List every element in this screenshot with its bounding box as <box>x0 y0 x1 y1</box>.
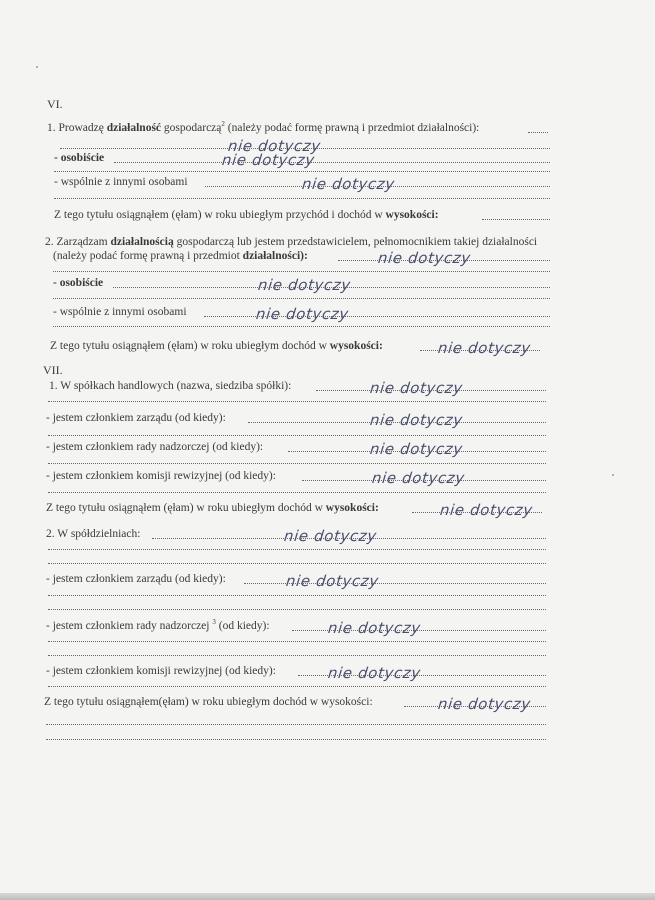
dotted-fill <box>54 198 550 199</box>
dotted-fill <box>48 641 546 642</box>
dotted-fill <box>48 595 546 596</box>
vii-zarzad-label: - jestem członkiem zarządu (od kiedy): <box>46 411 226 424</box>
vii-zarzad-answer: nie dotyczy <box>369 411 464 429</box>
dotted-fill <box>48 463 546 464</box>
dotted-fill <box>114 162 550 163</box>
vii-rada2-label: - jestem członkiem rady nadzorczej $^3$ (od kiedy): <box>46 617 270 632</box>
vii-rada2-answer: nie dotyczy <box>327 619 422 637</box>
section-vi-heading: VI. <box>47 97 63 111</box>
dotted-fill <box>53 298 550 299</box>
vi-wspolnie2-label: - wspólnie z innymi osobami <box>53 305 187 318</box>
dotted-fill <box>48 401 546 402</box>
vi-osobiscie-label: - osobiście <box>54 151 105 164</box>
dotted-fill <box>46 739 546 740</box>
scan-speck <box>36 66 38 68</box>
vii-income2-label: Z tego tytułu osiągnąłem(ęłam) w roku ubiegłym dochód w wysokości: <box>44 695 373 708</box>
vi-osobiscie2-label: - osobiście <box>53 276 104 289</box>
dotted-fill <box>48 655 546 656</box>
dotted-fill <box>48 435 546 436</box>
dotted-fill <box>48 686 546 687</box>
dotted-fill <box>54 171 550 172</box>
dotted-fill <box>48 492 546 493</box>
dotted-fill <box>48 563 546 564</box>
dotted-fill <box>48 609 546 610</box>
vi-income2-answer: nie dotyczy <box>437 339 532 357</box>
vi-osobiscie2-answer: nie dotyczy <box>257 276 352 294</box>
dotted-fill <box>48 549 546 550</box>
vii-income-label: Z tego tytułu osiągnąłem (ęłam) w roku ubiegłym dochód w wysokości: <box>46 501 379 514</box>
vi-wspolnie-answer: nie dotyczy <box>301 175 396 193</box>
vii-income2-answer: nie dotyczy <box>437 695 532 713</box>
section-vii-heading: VII. <box>43 363 63 377</box>
vii-zarzad2-answer: nie dotyczy <box>285 572 380 590</box>
vii-rada-answer: nie dotyczy <box>369 440 464 458</box>
vi-q1-answer: nie dotyczy <box>227 137 322 155</box>
dotted-fill <box>528 132 548 133</box>
vii-komisja2-label: - jestem członkiem komisji rewizyjnej (od kiedy): <box>46 664 276 677</box>
vii-q1-label: 1. W spółkach handlowych (nazwa, siedziba spółki): <box>49 379 292 392</box>
vii-komisja-answer: nie dotyczy <box>371 469 466 487</box>
vii-komisja2-answer: nie dotyczy <box>327 664 422 682</box>
vii-komisja-label: - jestem członkiem komisji rewizyjnej (od kiedy): <box>46 469 276 482</box>
vii-q1-answer: nie dotyczy <box>369 379 464 397</box>
vii-zarzad2-label: - jestem członkiem zarządu (od kiedy): <box>46 572 226 585</box>
dotted-fill <box>53 326 550 327</box>
vi-q2-label: 2. Zarządzam działalnością gospodarczą lub jestem przedstawicielem, pełnomocnikiem takiej działalności <box>45 235 538 248</box>
vi-q2-answer: nie dotyczy <box>377 249 472 267</box>
vii-rada-label: - jestem członkiem rady nadzorczej (od kiedy): <box>46 440 264 453</box>
vi-income1-label: Z tego tytułu osiągnąłem (ęłam) w roku ubiegłym przychód i dochód w wysokości: <box>54 208 439 221</box>
scan-speck <box>612 474 614 476</box>
dotted-fill <box>53 271 550 272</box>
vi-wspolnie2-answer: nie dotyczy <box>255 305 350 323</box>
vii-income-answer: nie dotyczy <box>439 501 534 519</box>
dotted-fill <box>46 724 546 725</box>
vi-osobiscie-answer: nie dotyczy <box>221 151 316 169</box>
vii-q2-answer: nie dotyczy <box>283 527 378 545</box>
vi-q2-label-cont: (należy podać formę prawną i przedmiot działalności): <box>53 249 308 262</box>
scan-bottom-edge <box>0 893 655 900</box>
vi-income2-label: Z tego tytułu osiągnąłem (ęłam) w roku ubiegłym dochód w wysokości: <box>50 339 383 352</box>
vi-wspolnie-label: - wspólnie z innymi osobami <box>54 175 188 188</box>
vii-q2-label: 2. W spółdzielniach: <box>46 527 141 540</box>
dotted-fill <box>482 219 550 220</box>
vi-q1-label: 1. Prowadzę działalność gospodarczą$^2$ (należy podać formę prawną i przedmiot działalności): <box>47 119 480 134</box>
